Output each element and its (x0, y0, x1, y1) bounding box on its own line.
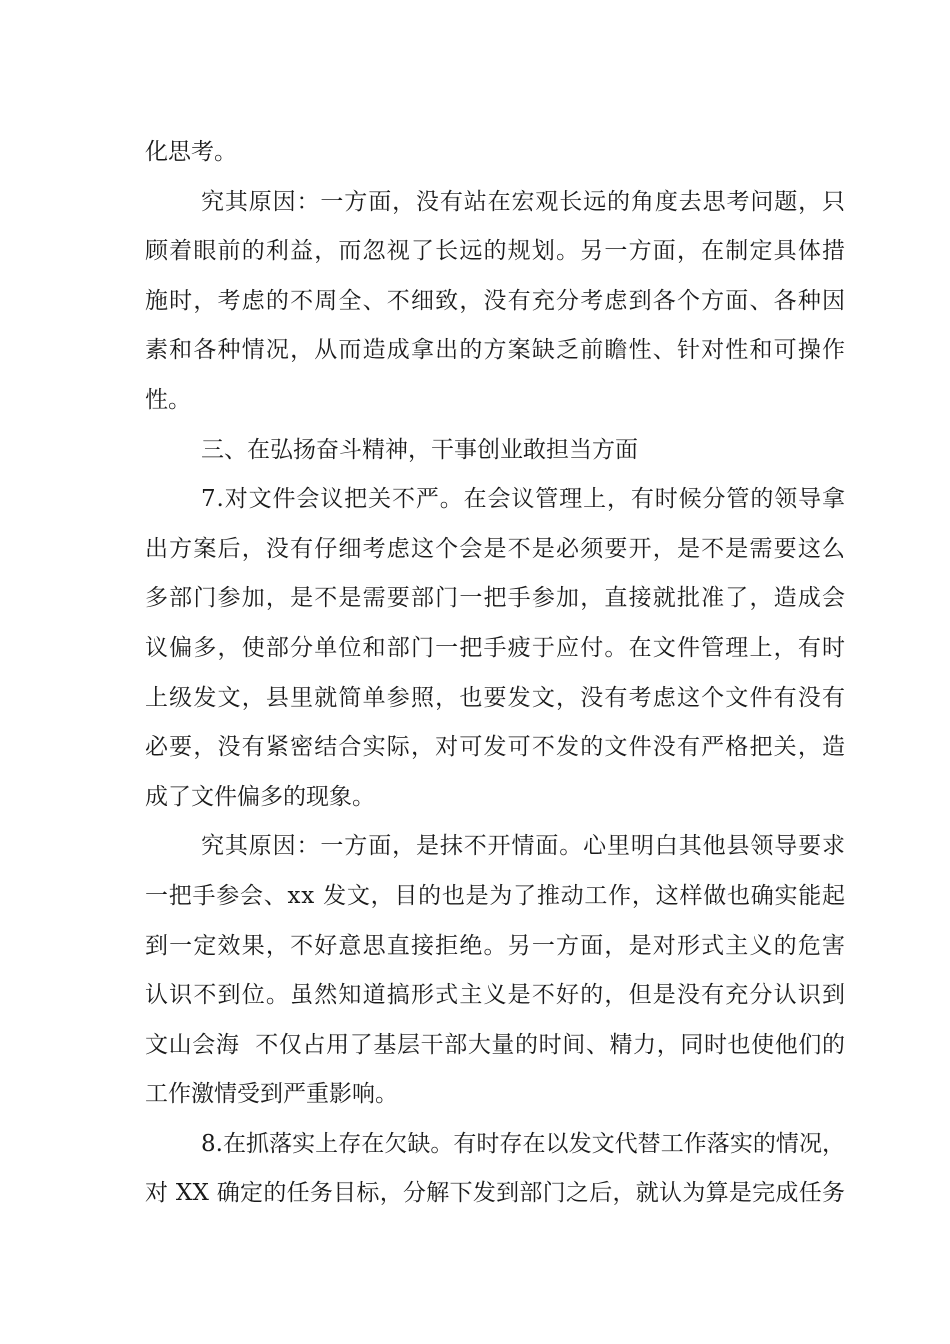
text-line: 必要，没有紧密结合实际，对可发可不发的文件没有严格把关，造 (145, 734, 847, 761)
text-line: 究其原因：一方面，是抹不开情面。心里明白其他县领导要求 (201, 833, 846, 860)
text-line: 认识不到位。虽然知道搞形式主义是不好的，但是没有充分认识到 (145, 982, 847, 1009)
text-line: 多部门参加，是不是需要部门一把手参加，直接就批准了，造成会 (145, 585, 847, 612)
text-line: 工作激情受到严重影响。 (145, 1081, 398, 1108)
text-line: 一把手参会、xx 发文，目的也是为了推动工作，这样做也确实能起 (145, 882, 846, 909)
text-line: 7.对文件会议把关不严。在会议管理上，有时候分管的领导拿 (201, 486, 846, 513)
text-line: 性。 (145, 386, 191, 413)
text-line: 对 XX 确定的任务目标，分解下发到部门之后，就认为算是完成任务 (145, 1180, 846, 1207)
text-line: 素和各种情况，从而造成拿出的方案缺乏前瞻性、针对性和可操作 (145, 337, 847, 364)
text-line: 议偏多，使部分单位和部门一把手疲于应付。在文件管理上，有时 (145, 634, 847, 661)
document-body (145, 128, 845, 1219)
text-line: 究其原因：一方面，没有站在宏观长远的角度去思考问题，只 (201, 188, 846, 215)
text-line: 化思考。 (145, 139, 237, 165)
text-line: 成了文件偏多的现象。 (145, 783, 375, 810)
text-line: 8.在抓落实上存在欠缺。有时存在以发文代替工作落实的情况， (201, 1130, 846, 1157)
text-line: 到一定效果，不好意思直接拒绝。另一方面，是对形式主义的危害 (145, 932, 847, 959)
text-line: 施时，考虑的不周全、不细致，没有充分考虑到各个方面、各种因 (145, 287, 847, 314)
text-line: 文山会海 不仅占用了基层干部大量的时间、精力，同时也使他们的 (145, 1031, 846, 1058)
text-line: 顾着眼前的利益，而忽视了长远的规划。另一方面，在制定具体措 (145, 238, 847, 265)
text-line: 出方案后，没有仔细考虑这个会是不是必须要开，是不是需要这么 (145, 535, 847, 562)
text-line: 三、在弘扬奋斗精神，干事创业敢担当方面 (201, 436, 638, 463)
text-line: 上级发文，县里就简单参照，也要发文，没有考虑这个文件有没有 (145, 684, 847, 711)
